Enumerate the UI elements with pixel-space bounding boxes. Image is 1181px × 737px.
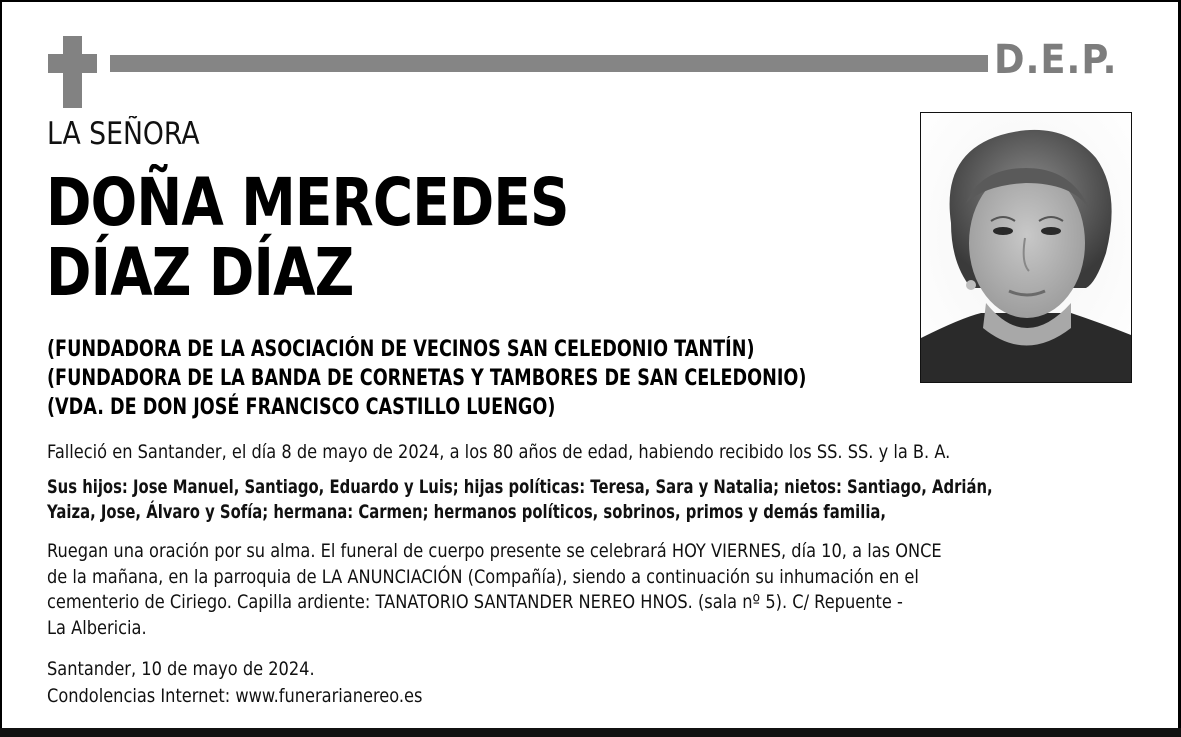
dep-label: D.E.P. [994,37,1118,83]
funeral-line: Ruegan una oración por su alma. El funeral de cuerpo presente se celebrará HOY VIERNES, día 10, a las ONCE [47,540,942,562]
title-line: (FUNDADORA DE LA BANDA DE CORNETAS Y TAMBORES DE SAN CELEDONIO) [47,366,807,391]
deceased-name [46,164,569,311]
intro-label: LA SEÑORA [47,116,200,152]
funeral-line: de la mañana, en la parroquia de LA ANUNCIACIÓN (Compañía), siendo a continuación su inhumación en el [47,565,919,588]
honorific-titles [47,335,806,422]
bottom-border [0,728,1181,737]
family-line: Sus hijos: Jose Manuel, Santiago, Eduardo y Luis; hijas políticas: Teresa, Sara y Natalia; nietos: Santiago, Adrián, [47,476,993,498]
portrait-photo [920,112,1132,383]
funeral-details [47,539,942,641]
family-line: Yaiza, Jose, Álvaro y Sofía; hermana: Carmen; hermanos políticos, sobrinos, primos y demás familia, [47,501,887,523]
condolences-website: Condolencias Internet: www.funerarianereo.es [47,685,423,707]
death-notice: Falleció en Santander, el día 8 de mayo de 2024, a los 80 años de edad, habiendo recibido los SS. SS. y la B. A. [47,441,951,463]
closing-block [47,656,422,710]
family-list [47,475,993,525]
name-line-2: DÍAZ DÍAZ [46,234,354,311]
title-line: (VDA. DE DON JOSÉ FRANCISCO CASTILLO LUENGO) [47,395,556,420]
header-rule [110,55,988,72]
place-date: Santander, 10 de mayo de 2024. [47,658,315,680]
cross-horizontal-bar [48,54,97,73]
title-line: (FUNDADORA DE LA ASOCIACIÓN DE VECINOS SAN CELEDONIO TANTÍN) [47,337,755,362]
funeral-line: cementerio de Ciriego. Capilla ardiente: TANATORIO SANTANDER NEREO HNOS. (sala nº 5). C/ Repuente - [47,591,903,613]
portrait-image [921,113,1131,382]
funeral-line: La Albericia. [47,616,147,639]
name-line-1: DOÑA MERCEDES [46,164,569,241]
